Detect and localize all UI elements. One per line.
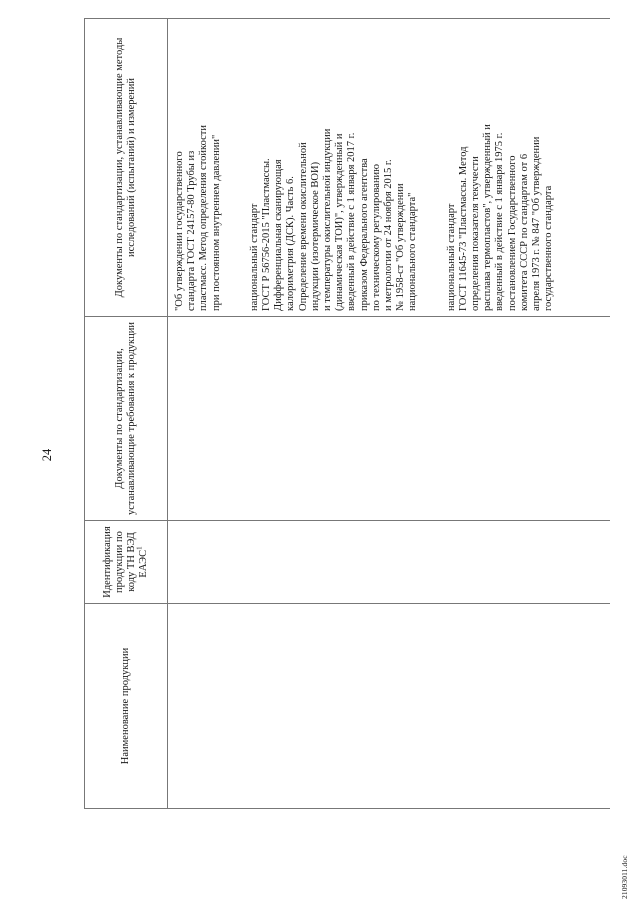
cell-requirement-docs xyxy=(168,317,611,521)
header-requirement-docs xyxy=(85,317,168,521)
header-requirement-docs-text: Документы по стандартизации, устанавливающие требования к продукции xyxy=(113,321,137,516)
footnote-mark: 1 xyxy=(135,546,144,550)
header-product-name-text: Наименование продукции xyxy=(119,647,131,765)
method-doc-reference: "Об утверждении государственного стандарта ГОСТ 24157-80 Трубы из пластмасс. Метод определения стойкости при постоянном внутреннем давлении" xyxy=(174,125,222,311)
cell-tn-ved-code xyxy=(168,521,611,604)
header-tn-ved-code-text: Идентификация продукции по коду ТН ВЭД ЕАЭС xyxy=(101,526,150,598)
document-file-code: 21093011.doc xyxy=(620,855,629,899)
header-tn-ved-code xyxy=(85,521,168,604)
table-row xyxy=(168,19,611,809)
cell-method-docs xyxy=(168,19,611,317)
page-number: 24 xyxy=(40,448,54,462)
method-doc-reference: национальный стандарт ГОСТ 11645-73 "Пластмассы. Метод определения показателя текучести расплава термопластов", утвержденный и введенный в действие с 1 января 1975 г. постановлением Государственного комитета СССР по стандартам от 6 апреля 1973 г. № 847 "Об утверждении государственного стандарта xyxy=(445,124,555,311)
table-header-row xyxy=(85,19,168,809)
method-doc-reference: национальный стандарт ГОСТ Р 56756-2015 "Пластмассы. Дифференциальная сканирующая калориметрия (ДСК). Часть 6. Определение времени окислительной индукции (изотермическое ВОИ) и температуры окислительной индукции (динамическая ТОИ)", утвержденный и введенный в действие с 1 января 2017 г. приказом Федерального агентства по техническому регулированию и метрологии от 24 ноября 2015 г. № 1958-ст "Об утверждении национального стандарта" xyxy=(248,128,419,311)
header-method-docs xyxy=(85,19,168,317)
header-product-name xyxy=(85,604,168,809)
header-method-docs-text: Документы по стандартизации, устанавливающие методы исследований (испытаний) и измерений xyxy=(113,37,137,298)
cell-product-name xyxy=(168,604,611,809)
standards-table xyxy=(84,18,610,809)
